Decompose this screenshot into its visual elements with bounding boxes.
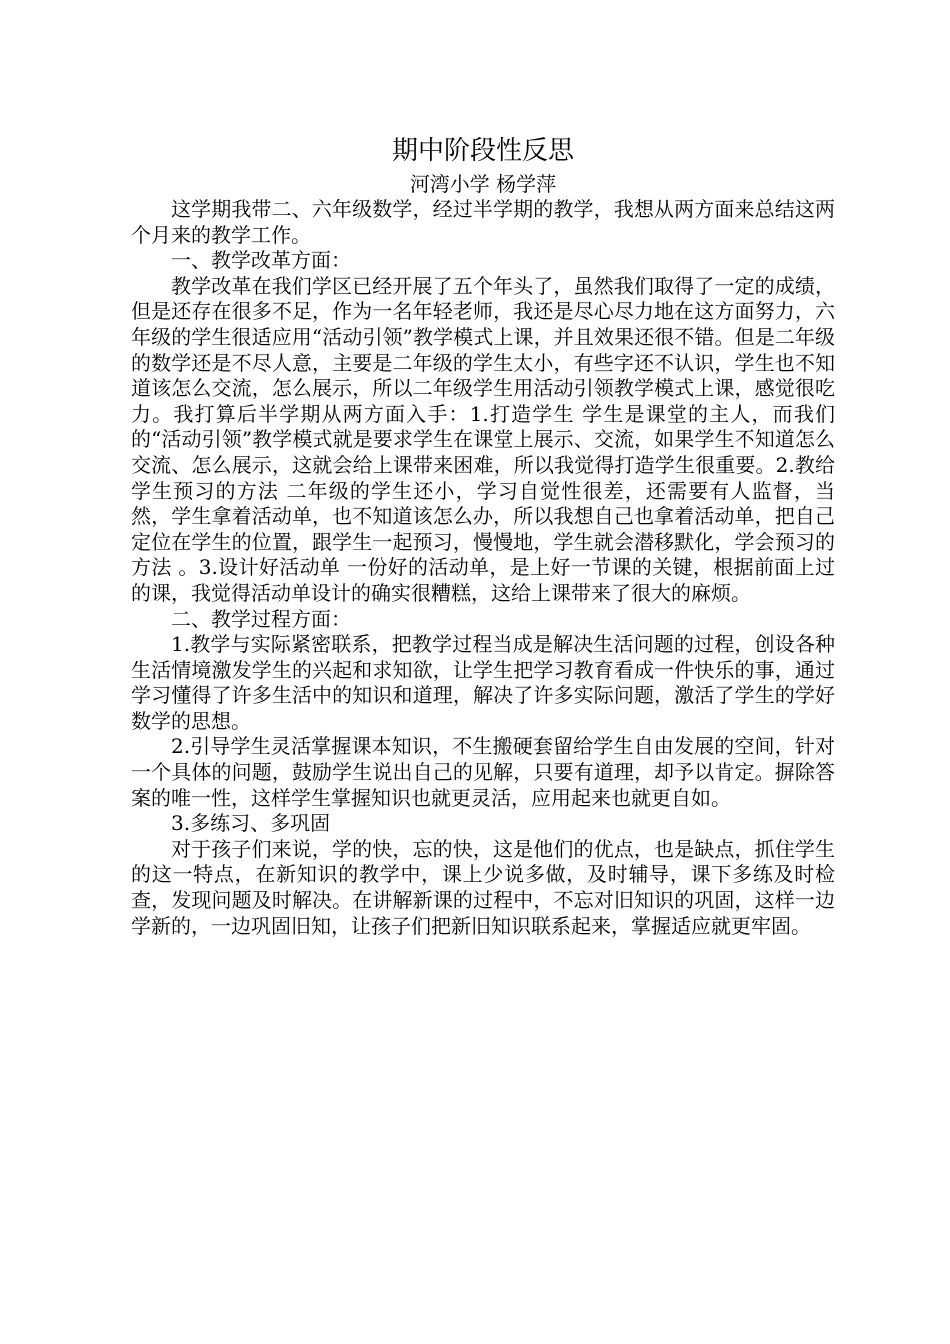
paragraph-process-2: 2.引导学生灵活掌握课本知识，不生搬硬套留给学生自由发展的空间，针对一个具体的问题，鼓励学生说出自己的见解，只要有道理，却予以肯定。摒除答案的唯一性，这样学生掌握知识也就更灵活，应用起来也就更自如。	[131, 734, 835, 810]
author-line: 河湾小学 杨学萍	[409, 172, 557, 196]
document-title: 期中阶段性反思	[391, 136, 574, 166]
paragraph-intro: 这学期我带二、六年级数学，经过半学期的教学，我想从两方面来总结这两个月来的教学工作。	[131, 197, 835, 247]
paragraph-practice: 对于孩子们来说，学的快，忘的快，这是他们的优点，也是缺点，抓住学生的这一特点，在新知识的教学中，课上少说多做，及时辅导，课下多练及时检查，发现问题及时解决。在讲解新课的过程中，不忘对旧知识的巩固，这样一边学新的，一边巩固旧知，让孩子们把新旧知识联系起来，掌握适应就更牢固。	[131, 836, 835, 938]
paragraph-reform: 教学改革在我们学区已经开展了五个年头了，虽然我们取得了一定的成绩，但是还存在很多不足，作为一名年轻老师，我还是尽心尽力地在这方面努力，六年级的学生很适应用“活动引领”教学模式上课，并且效果还很不错。但是二年级的数学还是不尽人意，主要是二年级的学生太小，有些字还不认识，学生也不知道该怎么交流，怎么展示，所以二年级学生用活动引领教学模式上课，感觉很吃力。我打算后半学期从两方面入手：1.打造学生 学生是课堂的主人，而我们的“活动引领”教学模式就是要求学生在课堂上展示、交流，如果学生不知道怎么交流、怎么展示，这就会给上课带来困难，所以我觉得打造学生很重要。2.教给学生预习的方法 二年级的学生还小，学习自觉性很差，还需要有人监督，当然，学生拿着活动单，也不知道该怎么办，所以我想自己也拿着活动单，把自己定位在学生的位置，跟学生一起预习，慢慢地，学生就会潜移默化，学会预习的方法 。3.设计好活动单 一份好的活动单，是上好一节课的关键，根据前面上过的课，我觉得活动单设计的确实很糟糕，这给上课带来了很大的麻烦。	[131, 273, 835, 605]
document-body	[131, 131, 835, 939]
section-heading-process: 二、教学过程方面：	[171, 606, 351, 631]
paragraph-process-1: 1.教学与实际紧密联系，把教学过程当成是解决生活问题的过程，创设各种生活情境激发学生的兴起和求知欲，让学生把学习教育看成一件快乐的事，通过学习懂得了许多生活中的知识和道理，解决了许多实际问题，激活了学生的学好数学的思想。	[131, 632, 835, 733]
section-heading-reform: 一、教学改革方面：	[171, 248, 351, 273]
subheading-practice: 3.多练习、多巩固	[171, 811, 331, 836]
